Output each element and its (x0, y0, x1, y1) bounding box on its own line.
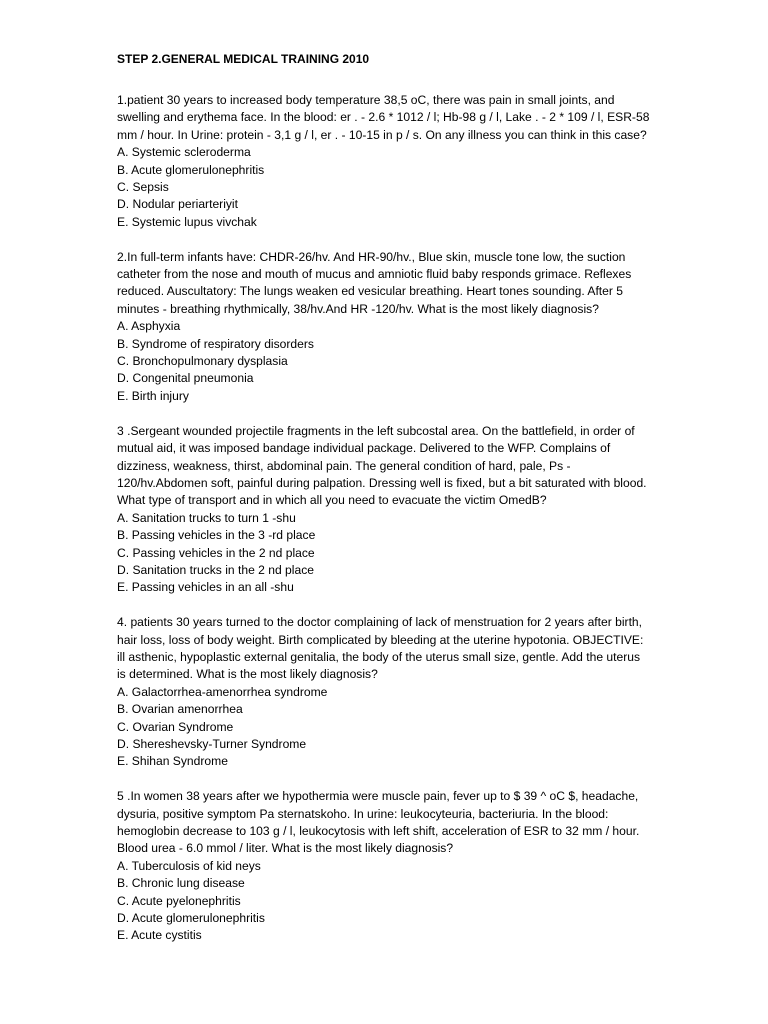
answer-option-b: B. Acute glomerulonephritis (117, 162, 265, 177)
document-page (117, 51, 687, 962)
answer-option-a: A. Sanitation trucks to turn 1 -shu (117, 510, 296, 525)
question-text: 2.In full-term infants have: CHDR-26/hv. And HR-90/hv., Blue skin, muscle tone low, the suction catheter from the nose and mouth of mucus and amniotic fluid baby responds grimace. Reflexes reduced. Auscultatory: The lungs weaken ed vesicular breathing. Heart tones sounding. After 5 minutes - breathing rhythmically, 38/hv.And HR -120/hv. What is the most likely diagnosis? (117, 249, 632, 316)
answer-option-e: E. Passing vehicles in an all -shu (117, 580, 294, 595)
answer-option-a: A. Galactorrhea-amenorrhea syndrome (117, 684, 328, 699)
answer-option-d: D. Nodular periarteriyit (117, 197, 238, 212)
answer-option-b: B. Ovarian amenorrhea (117, 702, 243, 717)
answer-option-c: C. Ovarian Syndrome (117, 719, 234, 734)
answer-option-a: A. Asphyxia (117, 319, 181, 334)
answer-option-c: C. Sepsis (117, 180, 169, 195)
answer-option-e: E. Acute cystitis (117, 928, 202, 943)
question-3 (117, 423, 687, 597)
answer-option-c: C. Acute pyelonephritis (117, 893, 241, 908)
answer-option-b: B. Syndrome of respiratory disorders (117, 336, 314, 351)
answer-option-a: A. Systemic scleroderma (117, 145, 251, 160)
answer-option-d: D. Shereshevsky-Turner Syndrome (117, 736, 307, 751)
answer-option-d: D. Congenital pneumonia (117, 371, 254, 386)
question-2 (117, 249, 687, 406)
question-text: 5 .In women 38 years after we hypothermia were muscle pain, fever up to $ 39 ^ oC $, headache, dysuria, positive symptom Pa sternatskoho. In urine: leukocyteuria, bacteriuria. In the blood: hemoglobin decrease to 103 g / l, leukocytosis with left shift, acceleration of ESR to 32 mm / hour. Blood urea - 6.0 mmol / liter. What is the most likely diagnosis? (117, 789, 640, 856)
answer-option-b: B. Passing vehicles in the 3 -rd place (117, 528, 316, 543)
answer-option-c: C. Bronchopulmonary dysplasia (117, 354, 288, 369)
question-text: 3 .Sergeant wounded projectile fragments in the left subcostal area. On the battlefield, in order of mutual aid, it was imposed bandage individual package. Delivered to the WFP. Complains of dizziness, weakness, thirst, abdominal pain. The general condition of hard, pale, Ps - 120/hv.Abdomen soft, painful during palpation. Dressing well is fixed, but a bit saturated with blood. What type of transport and in which all you need to evacuate the victim OmedB? (117, 423, 647, 508)
answer-option-d: D. Sanitation trucks in the 2 nd place (117, 562, 314, 577)
question-1 (117, 92, 687, 231)
answer-option-d: D. Acute glomerulonephritis (117, 911, 265, 926)
answer-option-b: B. Chronic lung disease (117, 876, 245, 891)
question-5 (117, 788, 687, 945)
answer-option-e: E. Systemic lupus vivchak (117, 214, 257, 229)
answer-option-e: E. Birth injury (117, 388, 189, 403)
question-4 (117, 614, 687, 771)
question-text: 1.patient 30 years to increased body temperature 38,5 oC, there was pain in small joints, and swelling and erythema face. In the blood: er . - 2.6 * 1012 / l; Hb-98 g / l, Lake . - 2 * 109 / l, ESR-58 mm / hour. In Urine: protein - 3,1 g / l, er . - 10-15 in p / s. On any illness you can think in this case? (117, 93, 650, 142)
answer-option-a: A. Tuberculosis of kid neys (117, 858, 261, 873)
answer-option-e: E. Shihan Syndrome (117, 754, 228, 769)
document-title: STEP 2.GENERAL MEDICAL TRAINING 2010 (117, 52, 370, 66)
answer-option-c: C. Passing vehicles in the 2 nd place (117, 545, 315, 560)
question-text: 4. patients 30 years turned to the doctor complaining of lack of menstruation for 2 years after birth, hair loss, loss of body weight. Birth complicated by bleeding at the uterine hypotonia. OBJECTIVE: ill asthenic, hypoplastic external genitalia, the body of the uterus small size, gentle. Add the uterus is determined. What is the most likely diagnosis? (117, 615, 644, 682)
